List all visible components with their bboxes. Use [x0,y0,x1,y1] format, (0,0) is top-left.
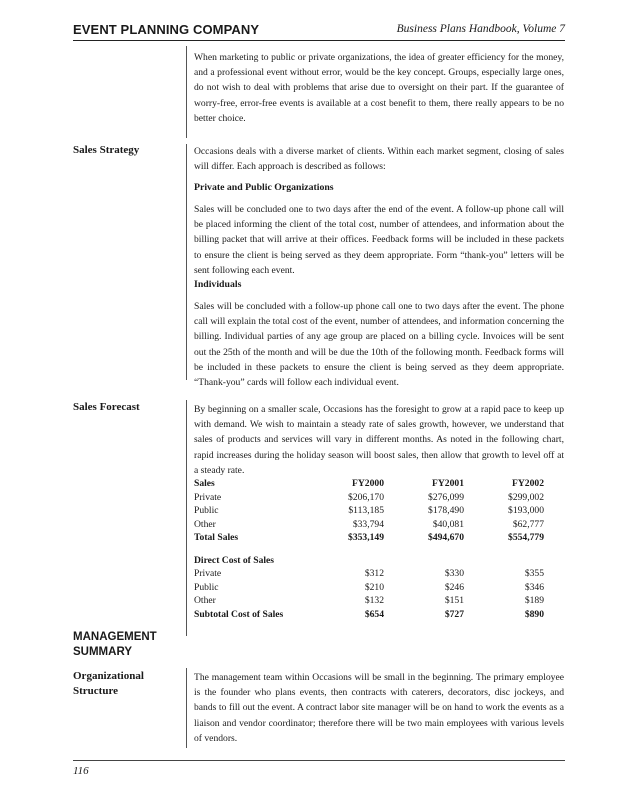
private-public-text: Sales will be concluded one to two days after the end of the event. A follow-up phone call will be placed informing the client of the total cost, number of attendees, and information about the billing packet that will arrive at their offices. Feedback forms will be included in these packets to ensure the client is being served as they deem appropriate. Form “thank-you” letters will be sent following each event. [194,204,564,276]
table-cell: $113,185 [348,505,384,516]
individuals-heading: Individuals [194,279,242,290]
table-row [194,567,544,581]
table-header-cell: FY2002 [512,478,544,489]
table-row [194,581,544,595]
page-number: 116 [73,765,89,777]
table-row [194,491,544,505]
organizational-structure-text: The management team within Occasions will be small in the beginning. The primary employee is the founder who plans events, then contracts with caterers, decorators, disc jockeys, and bands to fill out the event. A contract labor site manager will be on hand to work the events as a liaison and vendor coordinator; therefore there will be two main employees with various levels of vendors. [194,672,564,744]
subtotal-cost-row [194,608,544,622]
table-cell: $330 [444,568,464,579]
table-cell: $353,149 [348,532,384,543]
table-cell: $727 [444,608,464,620]
page-header [73,22,565,40]
table-spacer [194,545,544,554]
management-heading-line: SUMMARY [73,646,132,658]
private-public-heading: Private and Public Organizations [194,182,334,193]
table-cell: $299,002 [508,491,544,503]
table-cell: $346 [524,581,544,593]
row-label: Total Sales [194,532,239,543]
cost-heading: Direct Cost of Sales [194,554,275,566]
table-cell: $494,670 [428,532,464,543]
row-label: Other [194,595,216,606]
table-header-cell: FY2001 [432,478,464,489]
column-divider [186,668,187,748]
table-cell: $178,490 [428,505,464,516]
org-heading-line: Structure [73,685,119,697]
organizational-structure-heading [73,669,144,699]
handbook-title: Business Plans Handbook, Volume 7 [396,23,565,35]
table-cell: $246 [444,581,464,593]
table-cell: $276,099 [428,491,464,503]
column-divider [186,144,187,380]
table-row [194,504,544,518]
table-header-cell: Sales [194,478,215,489]
org-heading-line: Organizational [73,670,144,682]
intro-paragraph: When marketing to public or private organizations, the idea of greater efficiency for the money, and a professional event without error, would be the key concept. Groups, especially large ones, do not wish to deal with problems that arise due to oversight on their part. If the guarantee of worry-free, error-free events is available at a cost benefit to them, there really appears to be no better choice. [194,52,564,124]
table-header-cell: FY2000 [352,478,384,489]
row-label: Other [194,518,216,530]
table-cell: $40,081 [432,518,464,530]
table-row [194,594,544,608]
table-cell: $554,779 [508,532,544,543]
sales-forecast-heading: Sales Forecast [73,401,140,413]
sales-forecast-table [194,477,544,621]
table-header-row [194,477,544,491]
table-cell: $206,170 [348,491,384,503]
row-label: Private [194,568,222,579]
table-cell: $33,794 [352,518,384,530]
table-cell: $355 [524,568,544,579]
management-heading-line: MANAGEMENT [73,631,157,643]
row-label: Public [194,581,219,593]
cost-heading-row [194,554,544,568]
sales-strategy-heading: Sales Strategy [73,144,140,156]
row-label: Private [194,491,222,503]
table-cell: $210 [364,581,384,593]
row-label: Subtotal Cost of Sales [194,608,284,620]
table-cell: $189 [524,595,544,606]
management-summary-heading [73,630,157,660]
sales-forecast-text: By beginning on a smaller scale, Occasions has the foresight to grow at a rapid pace to keep up with demand. We wish to maintain a steady rate of sales growth, however, we understand that sales of products and services will vary in different months. As noted in the following chart, rapid increases during the holiday season will boost sales, then allow that growth to level off at a steady rate. [194,404,564,476]
table-cell: $654 [364,608,384,620]
column-divider [186,400,187,636]
footer-rule [73,760,565,761]
row-label: Public [194,505,219,516]
table-cell: $151 [444,595,464,606]
column-divider [186,46,187,138]
company-title: EVENT PLANNING COMPANY [73,22,260,37]
table-cell: $890 [524,608,544,620]
sales-strategy-intro: Occasions deals with a diverse market of clients. Within each market segment, closing of sales will differ. Each approach is described as follows: [194,146,564,173]
header-rule [73,40,565,41]
table-cell: $132 [364,595,384,606]
total-sales-row [194,531,544,545]
table-cell: $312 [364,568,384,579]
table-cell: $193,000 [508,505,544,516]
table-cell: $62,777 [512,518,544,530]
individuals-text: Sales will be concluded with a follow-up phone call one to two days after the event. The phone call will explain the total cost of the event, number of attendees, and information concerning the billing. Individual parties of any age group are placed on a billing cycle. Invoices will be sent out the 25th of the month and will be due the 10th of the following month. Feedback forms will be included in these packets to ensure the client is being served as they deem appropriate. “Thank-you” cards will follow each individual event. [194,301,564,389]
table-row [194,518,544,532]
